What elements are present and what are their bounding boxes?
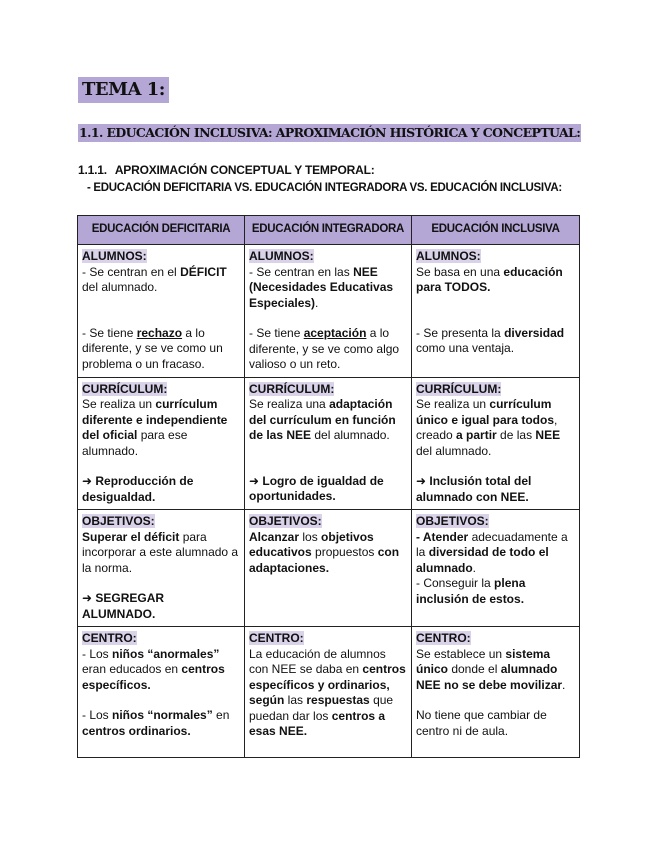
text: Se basa en una xyxy=(416,264,504,279)
text: del alumnado. xyxy=(82,280,158,294)
text-bold: centros ordinarios. xyxy=(82,723,191,738)
text: - Se centran en el xyxy=(82,264,181,279)
text-bold: adaptación del currículum en función de las NEE xyxy=(249,397,396,442)
row-label: CURRÍCULUM: xyxy=(416,381,502,396)
row-label: OBJETIVOS: xyxy=(82,514,155,528)
text-bold: Alcanzar xyxy=(249,529,300,544)
table-header-row xyxy=(78,216,580,245)
row-label: OBJETIVOS: xyxy=(416,514,489,528)
text-bold: ➜ Inclusión total del alumnado con NEE. xyxy=(416,474,532,504)
text: - Se presenta la xyxy=(416,325,505,340)
cell-centro-deficitaria xyxy=(78,627,245,758)
text: adecuadamente a la xyxy=(416,529,568,559)
row-label: CENTRO: xyxy=(249,631,304,645)
text: para incorporar a este alumnado a la norma. xyxy=(82,529,239,575)
row-label: ALUMNOS: xyxy=(249,249,314,263)
text: los xyxy=(299,529,322,544)
text-bold: sistema único xyxy=(416,646,551,676)
cell-curriculum-inclusiva xyxy=(412,377,580,510)
text: como una ventaja. xyxy=(416,341,515,355)
cell-alumnos-inclusiva xyxy=(412,245,580,378)
row-label: CURRÍCULUM: xyxy=(249,381,335,396)
text: No tiene que cambiar de centro ni de aula. xyxy=(416,708,547,738)
page-title: TEMA 1: xyxy=(78,77,169,103)
text: - Se tiene xyxy=(82,325,137,340)
text: Se establece un xyxy=(416,646,506,661)
text-bold: NEE xyxy=(535,428,561,442)
text: Se realiza una xyxy=(249,397,330,411)
table-row-alumnos xyxy=(78,245,580,378)
text: propuestos xyxy=(311,545,378,559)
row-label: CURRÍCULUM: xyxy=(82,381,168,396)
text-bold: currículum diferente e independiente del oficial xyxy=(82,397,228,442)
text: que puedan dar los xyxy=(249,693,394,723)
text: donde el xyxy=(448,662,501,676)
row-label: OBJETIVOS: xyxy=(249,514,322,528)
text: del alumnado. xyxy=(311,428,390,442)
subsection-heading xyxy=(78,163,375,178)
row-label: ALUMNOS: xyxy=(82,249,147,263)
section-heading: 1.1. EDUCACIÓN INCLUSIVA: APROXIMACIÓN HISTÓRICA Y CONCEPTUAL: xyxy=(79,125,581,140)
text-bold: ➜ Logro de igualdad de oportunidades. xyxy=(249,473,384,503)
cell-curriculum-integradora xyxy=(245,377,412,510)
text-bold: a partir xyxy=(456,428,497,442)
text: eran educados en xyxy=(82,662,182,676)
cell-alumnos-deficitaria xyxy=(78,245,245,378)
row-label: ALUMNOS: xyxy=(416,249,481,263)
cell-objetivos-deficitaria xyxy=(78,510,245,627)
row-label: CENTRO: xyxy=(416,631,471,645)
text-bold: ➜ SEGREGAR ALUMNADO. xyxy=(82,591,165,621)
text: a lo diferente, y se ve como un problema o un fracaso. xyxy=(82,325,223,371)
text: . xyxy=(472,560,477,575)
text: Se realiza un xyxy=(82,397,156,411)
header-inclusiva: EDUCACIÓN INCLUSIVA xyxy=(412,216,580,245)
text: en xyxy=(212,708,230,722)
text-bold: educación para TODOS. xyxy=(416,264,563,294)
cell-objetivos-inclusiva xyxy=(412,510,580,627)
text: . xyxy=(562,677,566,692)
text-bold: respuestas xyxy=(306,693,370,707)
text: , creado xyxy=(416,412,558,442)
text: las xyxy=(284,693,307,707)
text-bold: centros a esas NEE. xyxy=(249,708,386,738)
table-row-objetivos xyxy=(78,510,580,627)
text-bold: ➜ Reproducción de desigualdad. xyxy=(82,474,194,504)
text: - Los xyxy=(82,646,113,661)
cell-alumnos-integradora xyxy=(245,245,412,378)
header-deficitaria: EDUCACIÓN DEFICITARIA xyxy=(78,216,245,245)
subsection-number: 1.1.1. xyxy=(78,163,107,177)
table-row-curriculum xyxy=(78,377,580,510)
text: Se realiza un xyxy=(416,397,490,411)
text-bold: Superar el déficit xyxy=(82,529,180,544)
text: - Los xyxy=(82,708,113,722)
row-label: CENTRO: xyxy=(82,631,137,645)
text: - Se centran en las xyxy=(249,264,354,279)
text-underlined: aceptación xyxy=(303,326,367,340)
text: . xyxy=(315,295,319,310)
text-bold: diversidad xyxy=(504,325,565,340)
text: para ese alumnado. xyxy=(82,428,188,458)
text: de las xyxy=(496,428,536,442)
text-bold: niños “anormales” xyxy=(112,646,220,661)
comparison-table xyxy=(77,215,580,758)
text-bold: currículum único e igual para todos xyxy=(416,397,555,427)
text-underlined: rechazo xyxy=(136,325,183,340)
text: - Se tiene xyxy=(249,326,304,340)
text-bold: plena inclusión de estos. xyxy=(416,576,526,606)
subsection-text: APROXIMACIÓN CONCEPTUAL Y TEMPORAL: xyxy=(114,163,375,177)
header-integradora: EDUCACIÓN INTEGRADORA xyxy=(245,216,412,245)
text: del alumnado. xyxy=(416,443,492,458)
cell-curriculum-deficitaria xyxy=(78,377,245,510)
cell-centro-integradora xyxy=(245,627,412,758)
text-bold: con adaptaciones. xyxy=(249,545,400,575)
text-bold: NEE (Necesidades Educativas Especiales) xyxy=(249,264,394,310)
cell-objetivos-integradora xyxy=(245,510,412,627)
cell-centro-inclusiva xyxy=(412,627,580,758)
text: - Conseguir la xyxy=(416,576,495,590)
table-row-centro xyxy=(78,627,580,758)
text-bold: alumnado NEE no se debe movilizar xyxy=(416,662,563,692)
text-bold: objetivos educativos xyxy=(249,529,374,559)
text-bold: diversidad de todo el alumnado xyxy=(416,545,549,575)
text: a lo diferente, y se ve como algo valioso o un reto. xyxy=(249,326,400,371)
text-bold: DÉFICIT xyxy=(180,264,227,279)
text-bold: - Atender xyxy=(416,529,469,544)
text-bold: niños “normales” xyxy=(112,708,213,722)
text: La educación de alumnos con NEE se daba en xyxy=(249,646,386,676)
comparison-subtitle: - EDUCACIÓN DEFICITARIA VS. EDUCACIÓN INTEGRADORA VS. EDUCACIÓN INCLUSIVA: xyxy=(87,182,562,194)
text-bold: centros específicos. xyxy=(82,662,225,692)
text-bold: centros específicos y ordinarios, según xyxy=(249,662,406,707)
